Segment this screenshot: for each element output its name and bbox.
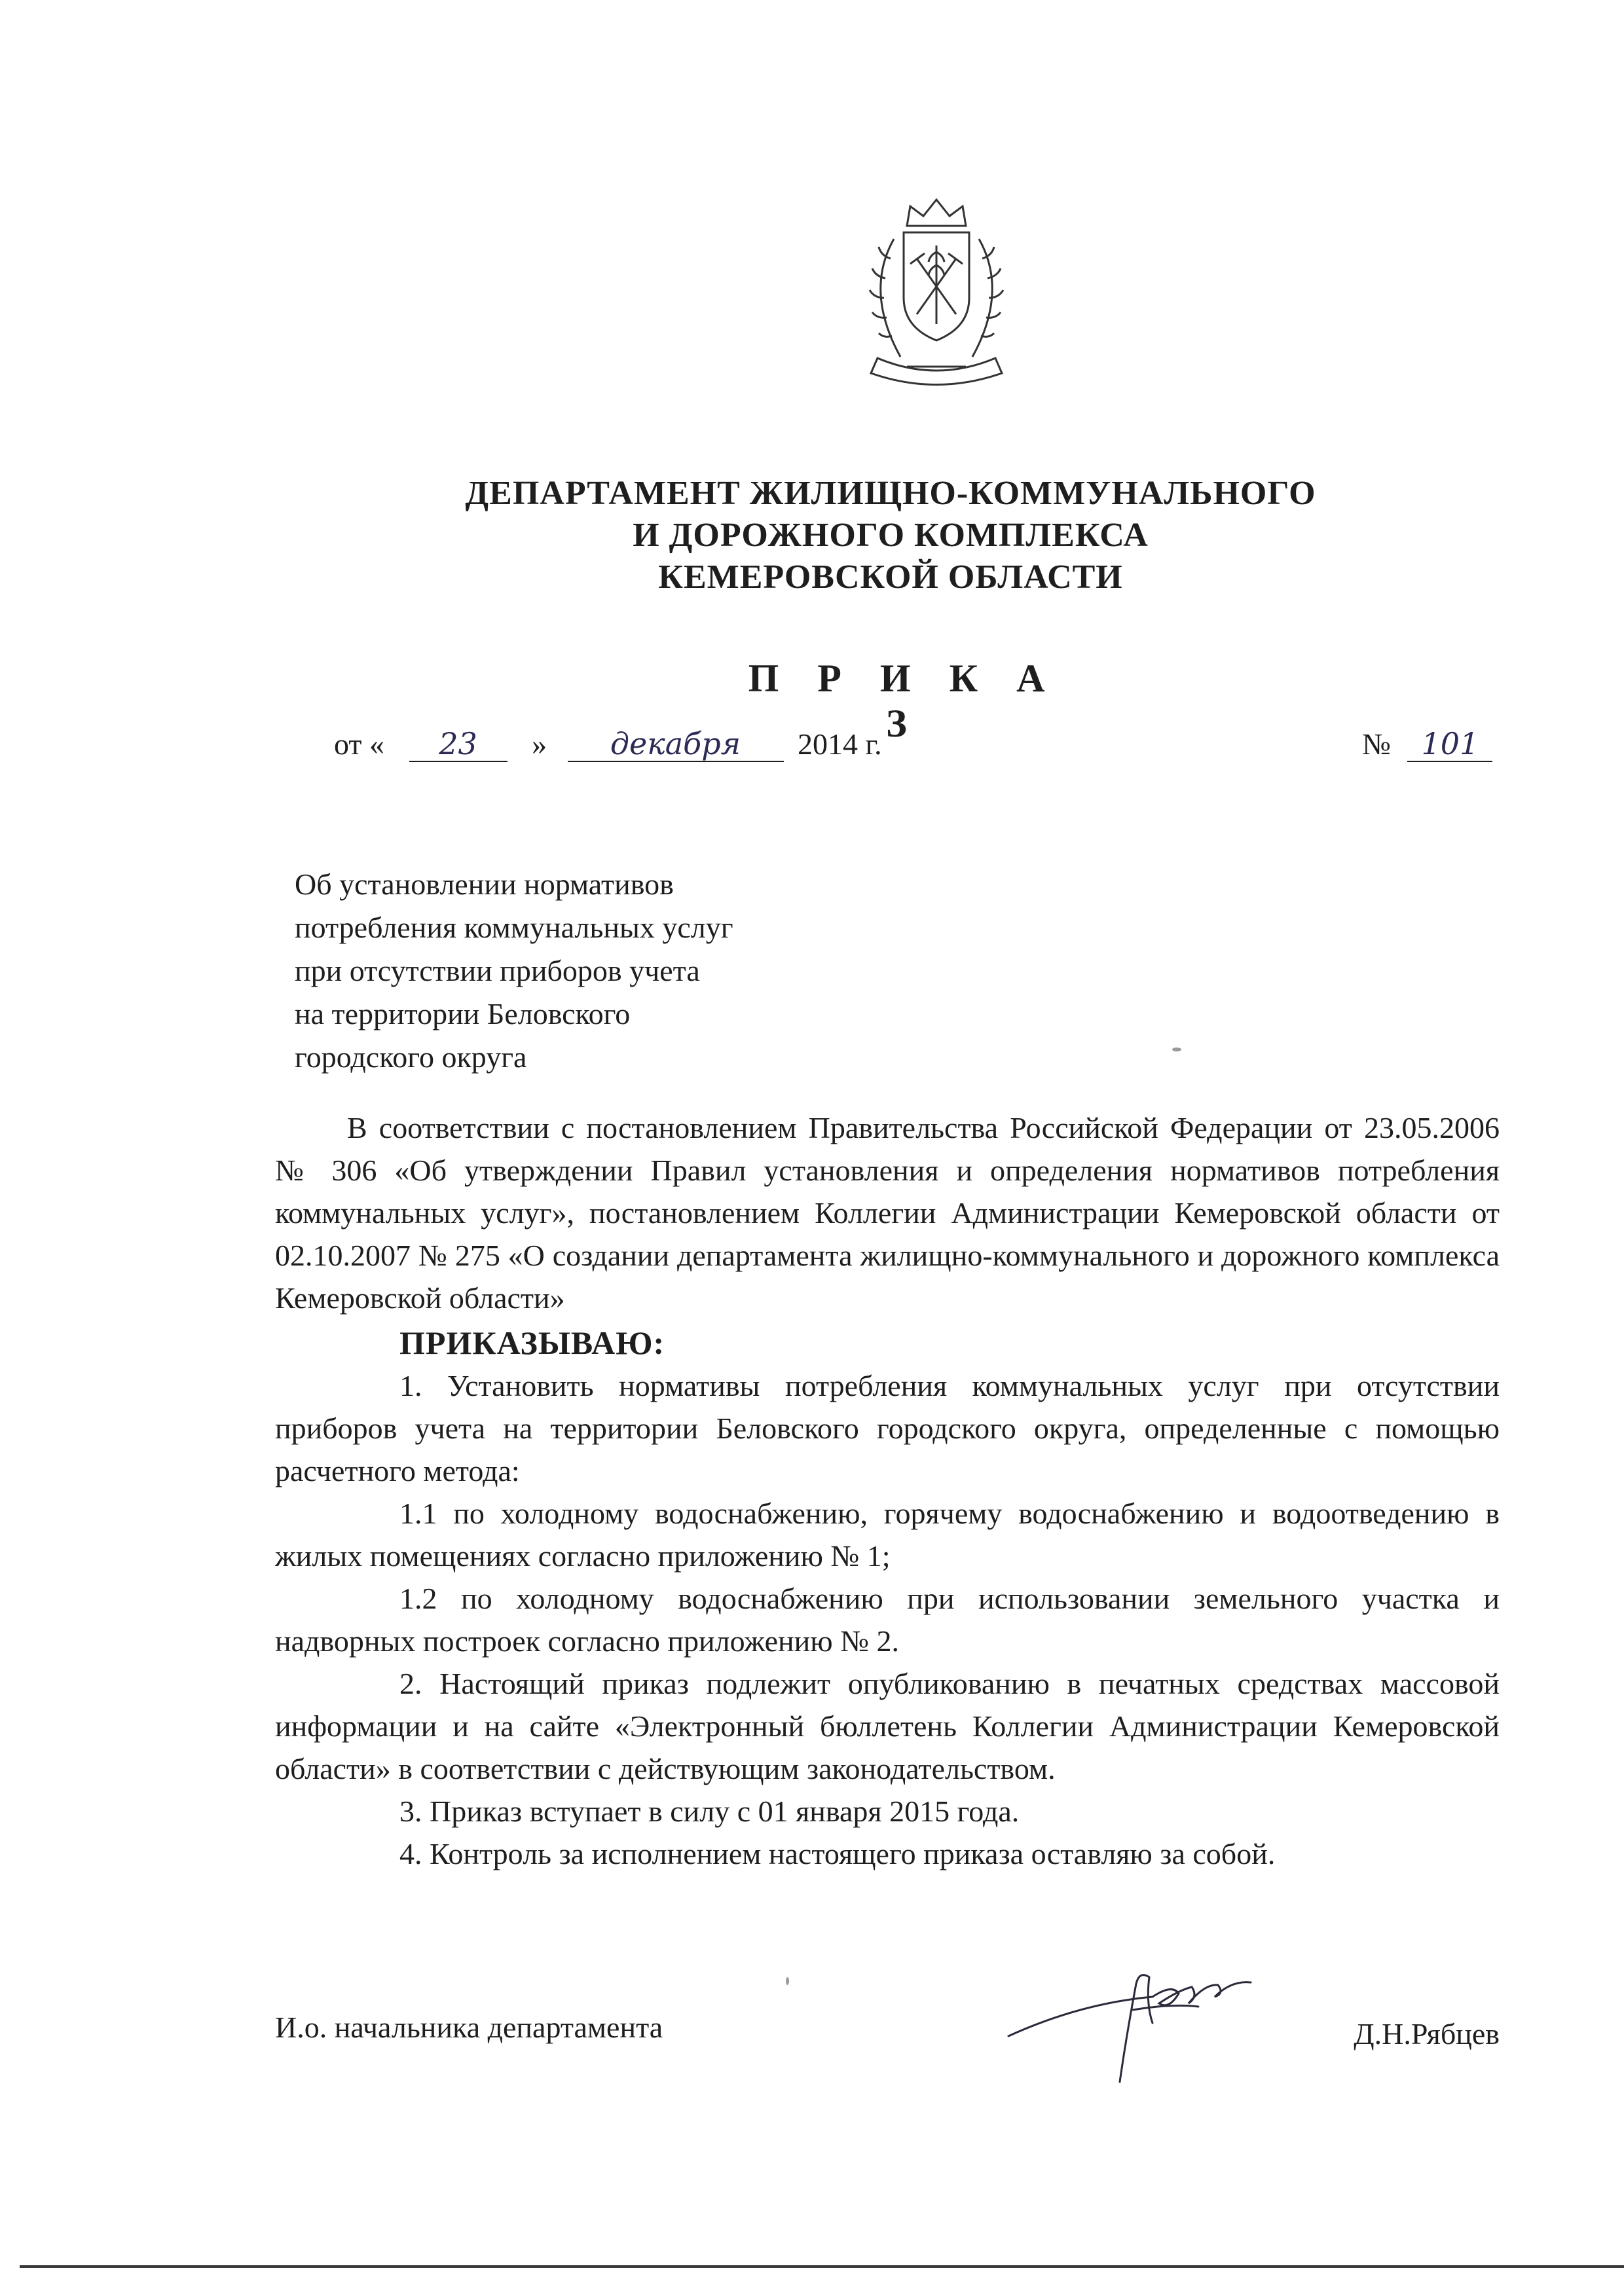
item-2: 2. Настоящий приказ подлежит опубликованию в печатных средствах массовой информации и на сайте «Электронный бюллетень Коллегии Администрации Кемеровской области» в соответствии с действующим законодательством. <box>275 1667 1500 1785</box>
order-number <box>1362 727 1492 762</box>
kemerovo-coat-of-arms-icon <box>845 187 1028 396</box>
subject-line: на территории Беловского <box>295 997 631 1030</box>
date-day: 23 <box>409 727 507 762</box>
order-subject <box>295 863 884 1079</box>
signature-row <box>275 1997 1500 2049</box>
item-1-2: 1.2 по холодному водоснабжению при использовании земельного участка и надворных построек согласно приложению № 2. <box>275 1582 1500 1658</box>
number-prefix: № <box>1362 727 1391 761</box>
item-1-1: 1.1 по холодному водоснабжению, горячему водоснабжению и водоотведению в жилых помещениях согласно приложению № 1; <box>275 1497 1500 1573</box>
order-title: П Р И К А З <box>748 657 1060 745</box>
subject-line: при отсутствии приборов учета <box>295 954 700 987</box>
order-body <box>275 1106 1500 1875</box>
subject-line: Об установлении нормативов <box>295 867 674 901</box>
department-line-3: КЕМЕРОВСКОЙ ОБЛАСТИ <box>658 558 1123 596</box>
department-line-2: И ДОРОЖНОГО КОМПЛЕКСА <box>633 517 1149 554</box>
scan-edge-line <box>20 2265 1624 2268</box>
date-middle: » <box>532 727 547 761</box>
signatory-name: Д.Н.Рябцев <box>1354 2017 1500 2050</box>
department-heading <box>79 473 1624 598</box>
number-value: 101 <box>1407 727 1492 762</box>
item-3: 3. Приказ вступает в силу с 01 января 2015 года. <box>399 1795 1020 1828</box>
subject-line: городского округа <box>295 1040 527 1074</box>
signatory-position: И.о. начальника департамента <box>275 2011 663 2044</box>
department-line-1: ДЕПАРТАМЕНТ ЖИЛИЩНО-КОММУНАЛЬНОГО <box>465 475 1316 512</box>
order-date <box>334 727 882 762</box>
date-prefix: от « <box>334 727 384 761</box>
handwritten-signature-icon <box>1002 1958 1277 2088</box>
subject-line: потребления коммунальных услуг <box>295 911 733 944</box>
preamble-paragraph: В соответствии с постановлением Правительства Российской Федерации от 23.05.2006 № 306 «Об утверждении Правил установления и определения нормативов потребления коммунальных услуг», постановлением Коллегии Администрации Кемеровской области от 02.10.2007 № 275 «О создании департамента жилищно-коммунального и дорожного комплекса Кемеровской области» <box>275 1111 1500 1315</box>
order-word: ПРИКАЗЫВАЮ: <box>399 1324 665 1361</box>
date-month: декабря <box>568 727 784 762</box>
scan-speck <box>1172 1048 1181 1051</box>
item-1: 1. Установить нормативы потребления коммунальных услуг при отсутствии приборов учета на территории Беловского городского округа, определенные с помощью расчетного метода: <box>275 1369 1500 1487</box>
scan-speck <box>786 1977 789 1985</box>
date-year: 2014 г. <box>798 727 882 761</box>
item-4: 4. Контроль за исполнением настоящего приказа оставляю за собой. <box>399 1837 1276 1870</box>
